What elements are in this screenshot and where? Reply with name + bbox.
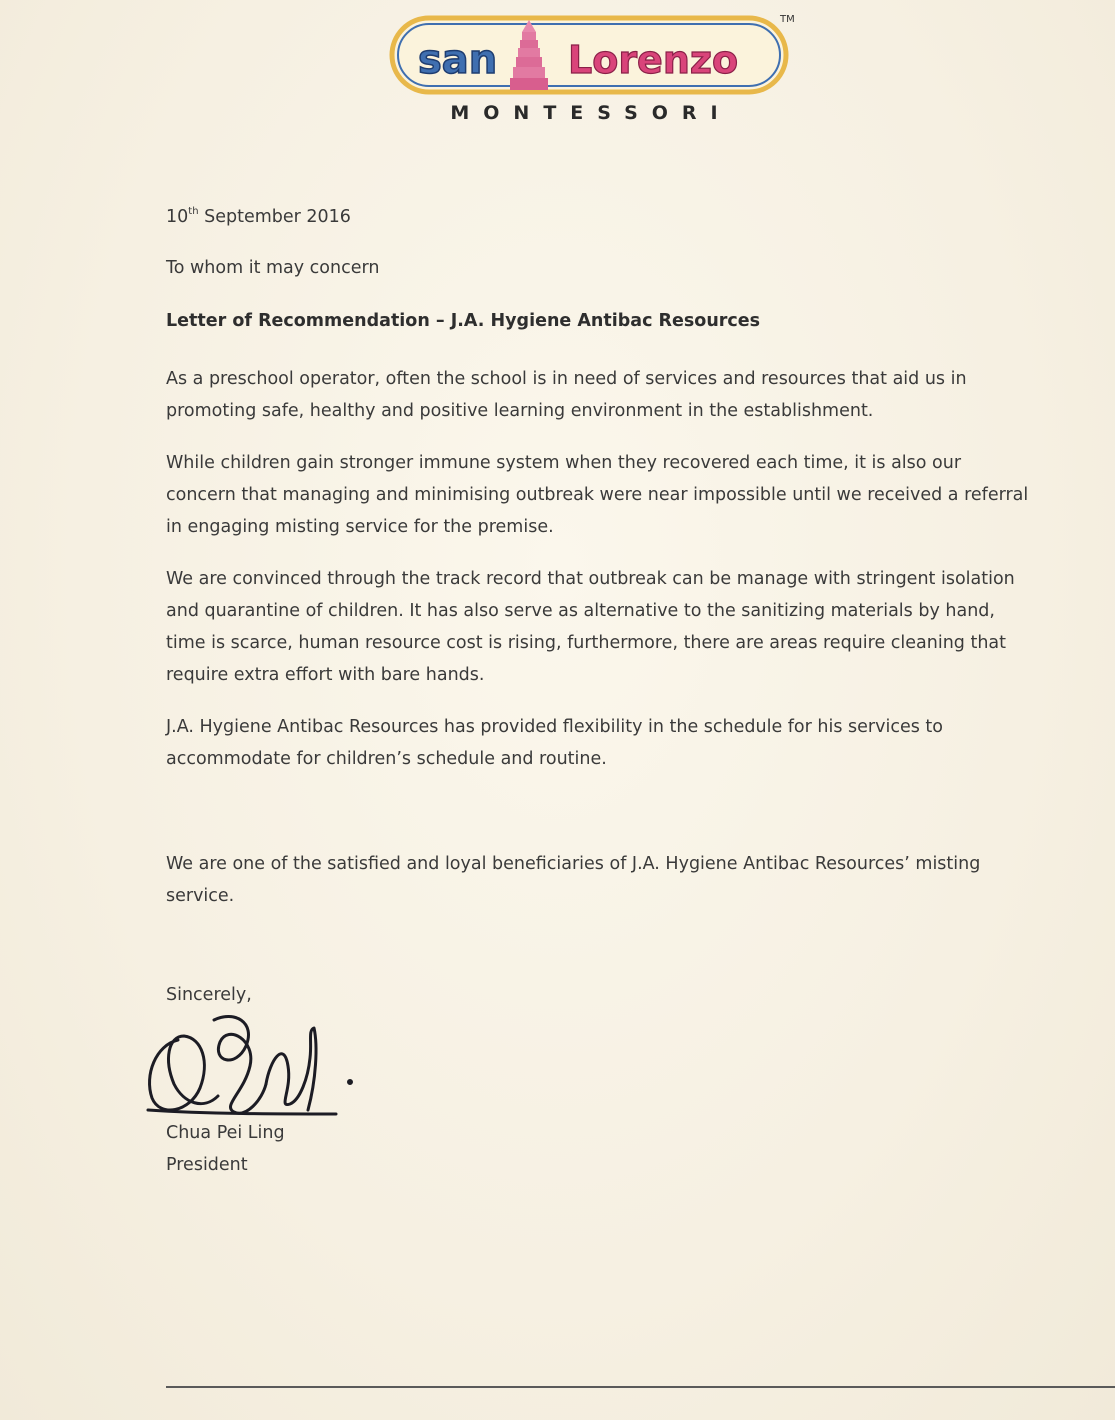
body-paragraph: J.A. Hygiene Antibac Resources has provided flexibility in the schedule for his services to accommodate for children’s schedule and routine. [166, 717, 943, 769]
signer-name: Chua Pei Ling [166, 1123, 285, 1143]
logo-subtitle: MONTESSORI [450, 102, 732, 124]
salutation: To whom it may concern [166, 258, 380, 278]
letter-date [166, 206, 351, 227]
date-day: 10 [166, 207, 189, 227]
logo-word-lorenzo: Lorenzo [568, 38, 739, 82]
closing: Sincerely, [166, 985, 252, 1005]
signer-title: President [166, 1155, 248, 1175]
body-paragraph: We are convinced through the track record that outbreak can be manage with stringent isolation and quarantine of children. It has also serve as alternative to the sanitizing materials by hand, time is scarce, human resource cost is rising, furthermore, there are areas require cleaning that require extra effort with bare hands. [166, 569, 1015, 685]
date-suffix: th [188, 206, 199, 217]
handwritten-signature [138, 1000, 368, 1125]
footer-divider [166, 1386, 1115, 1388]
logo-word-san: san [418, 37, 498, 83]
date-month-year: September 2016 [198, 207, 351, 227]
body-paragraph: As a preschool operator, often the school is in need of services and resources that aid us in promoting safe, healthy and positive learning environment in the establishment. [166, 369, 967, 421]
school-logo [386, 10, 806, 140]
letter-subject: Letter of Recommendation – J.A. Hygiene Antibac Resources [166, 311, 761, 331]
body-paragraph: We are one of the satisfied and loyal beneficiaries of J.A. Hygiene Antibac Resources’ misting service. [166, 854, 981, 906]
body-paragraph: While children gain stronger immune system when they recovered each time, it is also our concern that managing and minimising outbreak were near impossible until we received a referral in engaging misting service for the premise. [166, 453, 1029, 537]
logo-graphic [386, 10, 806, 105]
logo-trademark: TM [780, 14, 795, 25]
